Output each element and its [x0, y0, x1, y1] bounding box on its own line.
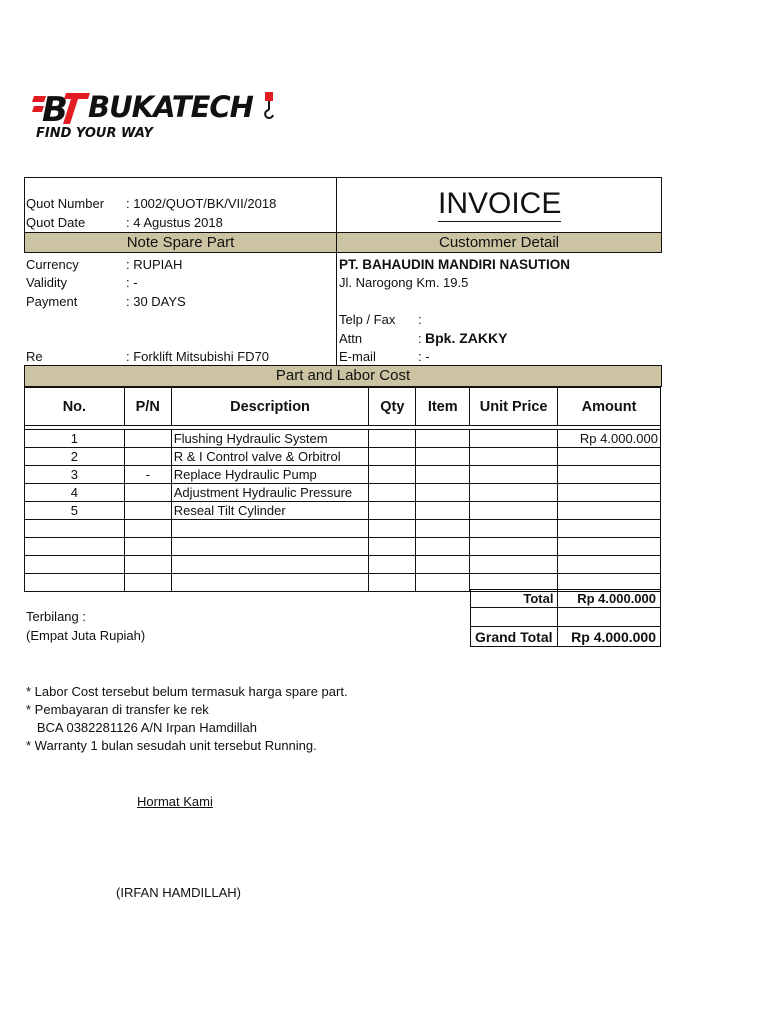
col-header-unit-price: Unit Price	[470, 388, 558, 426]
cell-amount: Rp 4.000.000	[558, 430, 661, 448]
customer-detail-header: Custommer Detail	[336, 232, 662, 253]
cell-description: Replace Hydraulic Pump	[171, 466, 369, 484]
cell-description	[171, 520, 369, 538]
terbilang-label: Terbilang :	[26, 609, 86, 624]
col-header-item: Item	[416, 388, 470, 426]
attn-label: Attn	[339, 331, 363, 346]
quote-number-value: : 1002/QUOT/BK/VII/2018	[126, 196, 277, 211]
grand-total-row	[471, 627, 661, 647]
cell-qty	[369, 466, 416, 484]
cell-unit-price	[470, 538, 558, 556]
cell-description: Adjustment Hydraulic Pressure	[171, 484, 369, 502]
table-row	[25, 448, 661, 466]
cell-unit-price	[470, 556, 558, 574]
table-row	[25, 520, 661, 538]
note-line: BCA 0382281126 A/N Irpan Hamdillah	[26, 720, 258, 735]
table-header-row	[25, 388, 661, 426]
cell-item	[416, 538, 470, 556]
col-header-pn: P/N	[124, 388, 171, 426]
cell-no: 4	[25, 484, 125, 502]
total-spacer-row	[471, 608, 661, 627]
cell-pn	[124, 502, 171, 520]
cell-unit-price	[470, 502, 558, 520]
cell-description	[171, 556, 369, 574]
items-table	[24, 387, 661, 592]
cell-no: 1	[25, 430, 125, 448]
logo-wordmark: BUKATECH	[88, 90, 253, 124]
note-line: * Pembayaran di transfer ke rek	[26, 702, 209, 717]
cell-description: Reseal Tilt Cylinder	[171, 502, 369, 520]
cell-amount	[558, 448, 661, 466]
grand-total-value: Rp 4.000.000	[558, 627, 661, 647]
note-line: * Warranty 1 bulan sesudah unit tersebut Running.	[26, 738, 317, 753]
spacer-cell	[558, 608, 661, 627]
cell-amount	[558, 556, 661, 574]
cell-item	[416, 574, 470, 592]
customer-address: Jl. Narogong Km. 19.5	[339, 275, 469, 290]
cell-description: Flushing Hydraulic System	[171, 430, 369, 448]
cell-qty	[369, 538, 416, 556]
quote-date-label: Quot Date	[26, 215, 86, 230]
cell-pn	[124, 556, 171, 574]
cell-description	[171, 574, 369, 592]
svg-text:B: B	[42, 90, 68, 126]
total-label: Total	[471, 590, 558, 608]
note-spare-part-header: Note Spare Part	[24, 232, 337, 253]
cell-amount	[558, 520, 661, 538]
cell-no: 5	[25, 502, 125, 520]
col-header-qty: Qty	[369, 388, 416, 426]
cell-unit-price	[470, 430, 558, 448]
cell-qty	[369, 484, 416, 502]
cell-no: 2	[25, 448, 125, 466]
col-header-description: Description	[171, 388, 369, 426]
customer-name: PT. BAHAUDIN MANDIRI NASUTION	[339, 257, 570, 272]
re-label: Re	[26, 349, 43, 364]
spacer-cell	[471, 608, 558, 627]
cell-qty	[369, 448, 416, 466]
cell-no	[25, 574, 125, 592]
cell-pn	[124, 538, 171, 556]
payment-value: : 30 DAYS	[126, 294, 186, 309]
validity-value: : -	[126, 275, 138, 290]
closing-text: Hormat Kami	[137, 794, 213, 809]
attn-colon: :	[418, 331, 422, 346]
note-line: * Labor Cost tersebut belum termasuk harga spare part.	[26, 684, 348, 699]
telp-label: Telp / Fax	[339, 312, 396, 327]
cell-no	[25, 556, 125, 574]
cell-item	[416, 448, 470, 466]
cell-qty	[369, 520, 416, 538]
cell-amount	[558, 484, 661, 502]
cell-unit-price	[470, 520, 558, 538]
table-row	[25, 556, 661, 574]
currency-label: Currency	[26, 257, 79, 272]
cell-no	[25, 538, 125, 556]
email-label: E-mail	[339, 349, 376, 364]
document-title: INVOICE	[438, 187, 562, 220]
cell-amount	[558, 502, 661, 520]
cell-item	[416, 502, 470, 520]
cell-unit-price	[470, 466, 558, 484]
table-row	[25, 502, 661, 520]
cell-pn	[124, 430, 171, 448]
cell-description: R & I Control valve & Orbitrol	[171, 448, 369, 466]
terbilang-value: (Empat Juta Rupiah)	[26, 628, 146, 643]
cell-item	[416, 556, 470, 574]
cell-pn	[124, 520, 171, 538]
cell-unit-price	[470, 448, 558, 466]
cell-item	[416, 430, 470, 448]
attn-value: Bpk. ZAKKY	[425, 330, 508, 346]
totals-table	[470, 589, 661, 647]
email-value: : -	[418, 349, 430, 364]
total-row	[471, 590, 661, 608]
grand-total-label: Grand Total	[471, 627, 558, 647]
part-labor-cost-header: Part and Labor Cost	[24, 365, 662, 387]
signatory-name: (IRFAN HAMDILLAH)	[116, 885, 241, 900]
cell-item	[416, 484, 470, 502]
cell-pn	[124, 448, 171, 466]
cell-pn	[124, 484, 171, 502]
logo-mark-icon	[32, 90, 92, 126]
cell-qty	[369, 574, 416, 592]
cell-item	[416, 466, 470, 484]
col-header-amount: Amount	[558, 388, 661, 426]
total-value: Rp 4.000.000	[558, 590, 661, 608]
cell-no: 3	[25, 466, 125, 484]
cell-no	[25, 520, 125, 538]
cell-pn: -	[124, 466, 171, 484]
cell-pn	[124, 574, 171, 592]
cell-qty	[369, 556, 416, 574]
telp-value: :	[418, 312, 422, 327]
crane-hook-icon	[262, 90, 276, 126]
cell-qty	[369, 502, 416, 520]
cell-description	[171, 538, 369, 556]
cell-amount	[558, 538, 661, 556]
cell-item	[416, 520, 470, 538]
cell-amount	[558, 466, 661, 484]
cell-qty	[369, 430, 416, 448]
logo-tagline: FIND YOUR WAY	[36, 126, 153, 141]
company-logo	[32, 86, 282, 148]
payment-label: Payment	[26, 294, 78, 309]
re-value: : Forklift Mitsubishi FD70	[126, 349, 270, 364]
table-row	[25, 538, 661, 556]
table-row	[25, 430, 661, 448]
cell-unit-price	[470, 484, 558, 502]
col-header-no: No.	[25, 388, 125, 426]
table-row	[25, 484, 661, 502]
quote-date-value: : 4 Agustus 2018	[126, 215, 223, 230]
currency-value: : RUPIAH	[126, 257, 183, 272]
table-row	[25, 466, 661, 484]
quote-number-label: Quot Number	[26, 196, 105, 211]
validity-label: Validity	[26, 275, 67, 290]
vertical-divider	[336, 253, 337, 365]
